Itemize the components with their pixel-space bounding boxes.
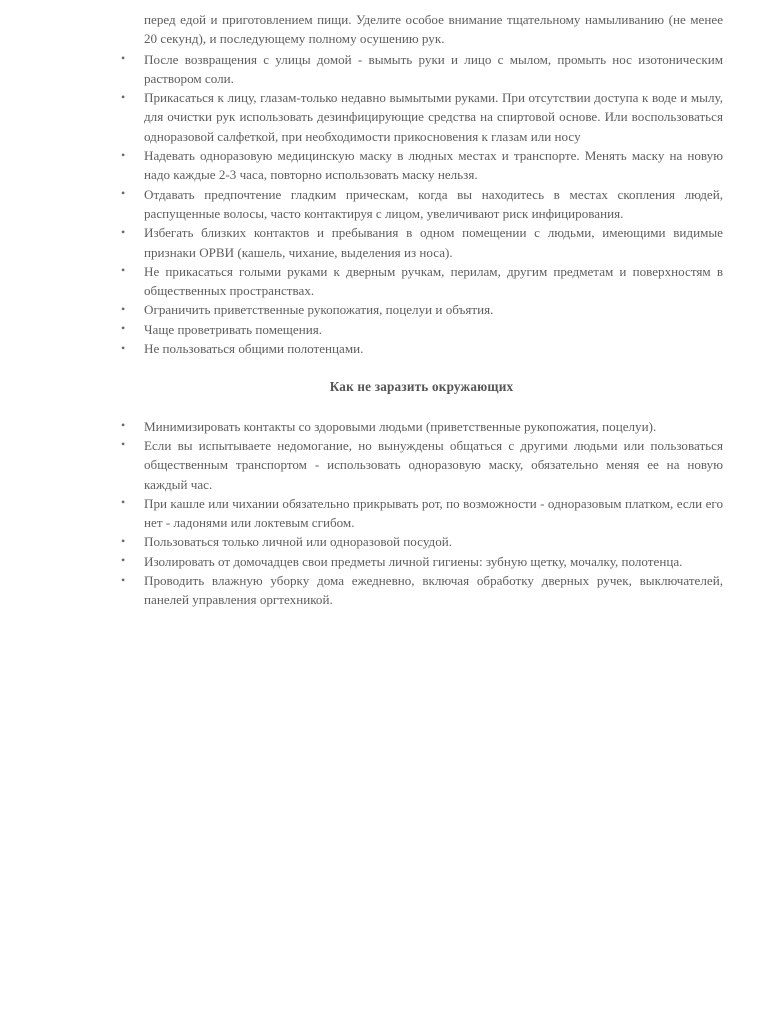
list-item-text: • Если вы испытываете недомогание, но вынуждены общаться с другими людьми или пользоваться общественным транспортом - использовать одноразовую маску, обязательно меняя ее на новую каждый час.	[144, 437, 723, 492]
continuation-line-1: перед едой и приготовлением пищи. Уделите особое внимание тщательному	[144, 12, 581, 27]
list-item	[120, 262, 723, 301]
list-item	[120, 146, 723, 185]
continuation-line-2: намыливанию (не менее 20 секунд), и последующему полному осушению рук.	[144, 12, 724, 47]
list-item-text: • Избегать близких контактов и пребывания в одном помещении с людьми, имеющими видимые признаки ОРВИ (кашель, чихание, выделения из носа).	[144, 225, 723, 260]
list-item	[120, 571, 723, 610]
blank-page-area	[0, 645, 765, 1024]
section-heading: Как не заразить окружающих	[329, 379, 514, 395]
list-item-text: • Надевать одноразовую медицинскую маску в людных местах и транспорте. Менять маску на новую надо каждые 2-3 часа, повторно использовать маску нельзя.	[144, 148, 723, 183]
list-item	[120, 532, 723, 551]
list-item-text: • Пользоваться только личной или одноразовой посудой.	[144, 534, 453, 550]
list-item-text: • Изолировать от домочадцев свои предметы личной гигиены: зубную щетку, мочалку, полотенца.	[144, 553, 683, 569]
list-item	[120, 494, 723, 533]
list-item-text: • При кашле или чихании обязательно прикрывать рот, по возможности - одноразовым платком, если его нет - ладонями или локтевым сгибом.	[144, 495, 723, 531]
list-item-text: • Прикасаться к лицу, глазам-только недавно вымытыми руками. При отсутствии доступа к воде и мылу, для очистки рук использовать дезинфицирующие средства на спиртовой основе. Или воспользоваться одноразовой салфеткой, при необходимости прикосновения к глазам или носу	[144, 90, 723, 144]
list-item-text: • Отдавать предпочтение гладким прическам, когда вы находитесь в местах скопления людей, распущенные волосы, часто контактируя с лицом, увеличивают риск инфицирования.	[144, 186, 723, 221]
list-item	[120, 223, 723, 262]
list-item-text: • Не пользоваться общими полотенцами.	[144, 341, 364, 357]
list-item	[120, 552, 723, 571]
list-item-text: • Ограничить приветственные рукопожатия, поцелуи и объятия.	[144, 302, 494, 318]
prevention-bullet-list	[120, 50, 723, 359]
list-item-text: • Минимизировать контакты со здоровыми людьми (приветственные рукопожатия, поцелуи).	[144, 418, 657, 434]
continuation-paragraph	[144, 10, 723, 49]
list-item-text: • Проводить влажную уборку дома ежедневно, включая обработку дверных ручек, выключателей, панелей управления оргтехникой.	[144, 573, 723, 608]
list-item	[120, 417, 723, 436]
list-item	[120, 436, 723, 494]
list-item-text: • Чаще проветривать помещения.	[144, 321, 322, 337]
list-item	[120, 320, 723, 339]
protect-others-bullet-list	[120, 417, 723, 610]
list-item	[120, 50, 723, 89]
document-content	[120, 10, 723, 610]
list-item-text: • После возвращения с улицы домой - вымыть руки и лицо с мылом, промыть нос изотоническим раствором соли.	[144, 51, 723, 86]
list-item	[120, 88, 723, 146]
spacer	[120, 358, 723, 377]
list-item-text: • Не прикасаться голыми руками к дверным ручкам, перилам, другим предметам и поверхностям в общественных пространствах.	[144, 263, 723, 299]
list-item	[120, 339, 723, 358]
list-item	[120, 185, 723, 224]
spacer	[120, 397, 723, 417]
list-item	[120, 300, 723, 319]
